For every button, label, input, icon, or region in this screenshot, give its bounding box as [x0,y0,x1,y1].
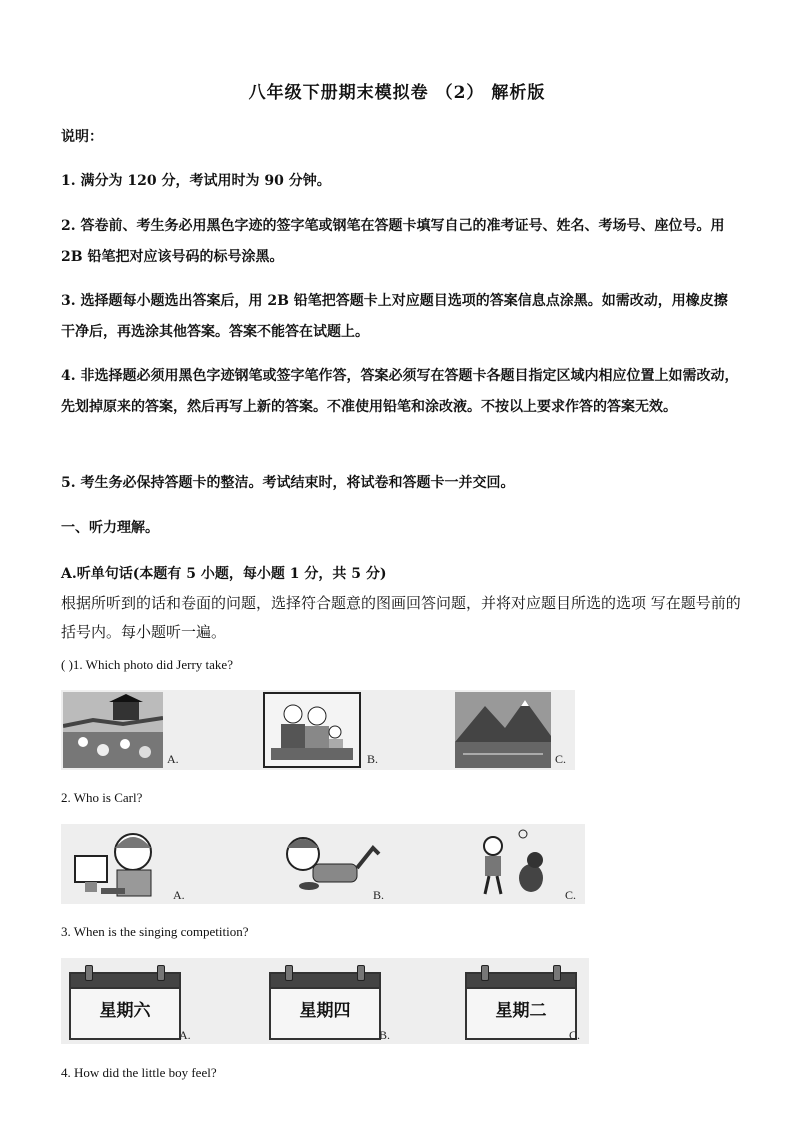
q2-option-c: C. [565,888,577,902]
question-1-options [61,690,575,770]
q3-option-a: A. [179,1028,191,1042]
q3-option-b: B. [379,1028,391,1042]
rule-2: 2. 答卷前、考生务必用黑色字迹的签字笔或钢笔在答题卡填写自己的准考证号、姓名、考场号、座位号。用 2B 铅笔把对应该号码的标号涂黑。 [61,218,725,265]
part-a-heading: A.听单句话(本题有 5 小题，每小题 1 分，共 5 分) [61,566,387,582]
calendar-thursday [269,972,381,1040]
calendar-label-c: 星期二 [495,1001,547,1021]
rule-4: 4. 非选择题必须用黑色字迹钢笔或签字笔作答，答案必须写在答题卡各题目指定区域内相应位置上如需改动，先划掉原来的答案，然后再写上新的答案。不准使用铅笔和涂改液。不按以上要求作答的答案无效。 [61,368,739,415]
q2-option-b: B. [373,888,385,902]
rule-1: 1. 满分为 120 分，考试用时为 90 分钟。 [61,173,331,189]
calendar-label-b: 星期四 [299,1001,351,1021]
question-3-text: 3. When is the singing competition? [61,924,249,939]
boy-with-dog-image [465,826,561,902]
intro-label: 说明： [61,129,103,145]
calendar-label-a: 星期六 [99,1001,151,1021]
rule-5: 5. 考生务必保持答题卡的整洁。考试结束时，将试卷和答题卡一并交回。 [61,475,515,491]
boy-at-computer-image [71,826,171,902]
question-4-text: 4. How did the little boy feel? [61,1065,217,1080]
question-1-text: ( )1. Which photo did Jerry take? [61,657,233,672]
question-3-options [61,958,589,1044]
q1-option-a: A. [167,752,179,766]
q2-option-a: A. [173,888,185,902]
q1-option-b: B. [367,752,379,766]
family-photo-image [263,692,361,768]
part-a-instruction: 根据所听到的话和卷面的问题，选择符合题意的图画回答问题，并将对应题目所选的选项 写在题号前的括号内。每小题听一遍。 [61,594,741,641]
section-heading: 一、听力理解。 [61,520,159,536]
question-2-text: 2. Who is Carl? [61,790,143,805]
q3-option-c: C. [569,1028,581,1042]
rule-3: 3. 选择题每小题选出答案后，用 2B 铅笔把答题卡上对应题目选项的答案信息点涂黑。如需改动，用橡皮擦干净后，再选涂其他答案。答案不能答在试题上。 [61,293,728,340]
question-2-options [61,824,585,904]
page-title: 八年级下册期末模拟卷 （2） 解析版 [248,83,546,103]
mountain-lake-image [455,692,551,768]
calendar-tuesday [465,972,577,1040]
landscape-wall-image [63,692,163,768]
boy-lying-drawing-image [273,826,383,902]
calendar-saturday [69,972,181,1040]
q1-option-c: C. [555,752,567,766]
